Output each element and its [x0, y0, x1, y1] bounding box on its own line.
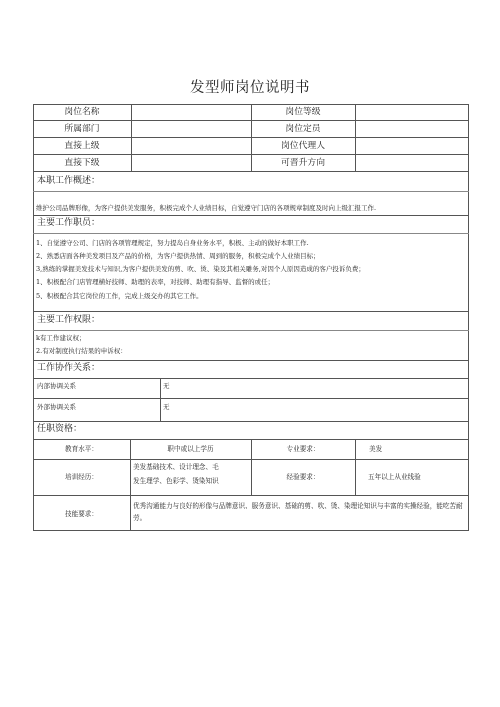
- label-department: 所属部门: [64, 124, 100, 134]
- row-divider: [33, 495, 469, 496]
- row-divider: [33, 191, 469, 192]
- education-value: 职中或以上学历: [167, 445, 214, 453]
- col-divider: [160, 378, 161, 421]
- experience-value: 五年以上从业线验: [368, 473, 421, 481]
- duty-item: 2、熟悉店面各种美发项目及产品的价格，为客户提供热情、周到的服务，积极完成个人业绩目标；: [36, 252, 320, 260]
- row-divider: [33, 233, 469, 234]
- major-value: 美发: [369, 445, 383, 453]
- col-divider: [355, 439, 356, 495]
- experience-label: 经验要求：: [286, 473, 320, 481]
- education-label: 教育水平：: [65, 445, 98, 453]
- major-label: 专业要求：: [286, 445, 320, 453]
- label-direct-superior: 直接上级: [64, 141, 100, 151]
- col-divider: [130, 439, 131, 531]
- row-divider: [33, 421, 469, 422]
- external-relation-label: 外部协调关系: [37, 403, 76, 411]
- label-position-name: 岗位名称: [64, 107, 100, 117]
- row-divider: [33, 330, 469, 331]
- skills-value: 优秀沟通能力与良好的形像与品牌意识、服务意识、基础的剪、吹、烫、染理论知识与丰富的实操经验，能吃苦耐劳。: [133, 502, 463, 522]
- training-label: 培训经历：: [65, 473, 98, 481]
- internal-relation-value: 无: [163, 382, 170, 390]
- qualifications-heading: 任职资格：: [37, 424, 83, 434]
- label-direct-subordinate: 直接下级: [64, 158, 100, 168]
- page-title: 发型师岗位说明书: [190, 80, 310, 96]
- overview-heading: 本职工作概述：: [37, 176, 101, 186]
- authority-item: 2.有对制度执行结果的申诉权：: [36, 347, 127, 355]
- label-deputy: 岗位代理人: [281, 141, 325, 151]
- row-divider: [33, 360, 469, 361]
- overview-text: 维护公司品牌形像，为客户提供美发服务，积极完成个人业绩目标，自觉遵守门店的各项规章制度及时向上级汇报工作.: [36, 204, 377, 212]
- duty-item: 1、积极配合门店管理横好技师、助理的表率，对技师、助理有指导、监督的或任；: [36, 278, 275, 286]
- external-relation-value: 无: [163, 403, 170, 411]
- row-divider: [33, 398, 469, 399]
- training-value-line: 美发基础技术、设计理念、毛: [133, 463, 219, 471]
- label-headcount: 岗位定员: [285, 124, 321, 134]
- duty-item: 1、自觉遵守公司、门店的各项管理规定，努力提岛自身业务水平，积极、主动的做好本职工作.: [36, 239, 309, 247]
- authority-heading: 主要工作权限：: [37, 315, 101, 325]
- skills-label: 技能要求：: [65, 510, 98, 518]
- row-divider: [33, 459, 469, 460]
- row-divider: [33, 215, 469, 216]
- training-value-line: 发生理学、色彩学、烫染知识: [133, 477, 219, 485]
- col-divider: [131, 104, 132, 171]
- row-divider: [33, 378, 469, 379]
- row-divider: [33, 171, 469, 172]
- label-promotion-path: 可晋升方向: [281, 158, 325, 168]
- duty-item: 3,熟练的掌握美发技术与知识,为客户提供美发的剪、吹、烫、染及其相关雕务,对因个人原因造成的客户投诉负费；: [36, 265, 365, 273]
- duty-item: 5、积极配合其它岗位的工作，完成上级交办的其它工作。: [36, 292, 203, 300]
- cooperation-heading: 工作协作关系：: [37, 363, 101, 373]
- row-divider: [33, 311, 469, 312]
- internal-relation-label: 内部协调关系: [37, 382, 76, 390]
- label-position-level: 岗位等级: [285, 107, 321, 117]
- duties-heading: 主要工作职员：: [37, 218, 101, 228]
- col-divider: [355, 104, 356, 171]
- authority-item: k有工作建议权；: [36, 334, 86, 342]
